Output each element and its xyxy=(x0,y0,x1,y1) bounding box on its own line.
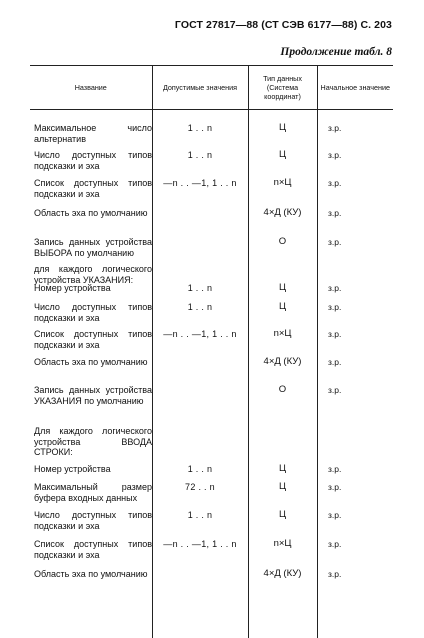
row-data-type: Ц xyxy=(278,122,287,133)
column-header-initial-value: Начальное значение xyxy=(317,66,393,110)
row-allowed-values: 72 . . n xyxy=(185,482,215,492)
row-data-type: О xyxy=(278,236,287,247)
row-initial-value: з.р. xyxy=(328,208,342,218)
row-initial-value: з.р. xyxy=(328,510,342,520)
row-name: Число доступных типов подсказки и эха xyxy=(34,302,152,323)
table-continuation-label: Продолжение табл. 8 xyxy=(280,46,392,58)
row-initial-value: з.р. xyxy=(328,123,342,133)
row-name: для каждого логического устройства УКАЗАНИЯ: xyxy=(34,264,152,285)
table-header-row xyxy=(30,66,393,110)
row-name: Область эха по умолчанию xyxy=(34,208,148,218)
row-name: Число доступных типов подсказки и эха xyxy=(34,150,152,171)
row-name: Число доступных типов подсказки и эха xyxy=(34,510,152,531)
row-data-type: Ц xyxy=(278,149,287,160)
row-initial-value: з.р. xyxy=(328,178,342,188)
row-data-type: О xyxy=(278,384,287,395)
row-allowed-values: —n . . —1, 1 . . n xyxy=(163,539,237,549)
row-name: Список доступных типов подсказки и эха xyxy=(34,539,152,560)
column-header-data-type: Тип данных (Система координат) xyxy=(248,66,317,110)
row-name: Номер устройства xyxy=(34,464,111,474)
row-allowed-values: 1 . . n xyxy=(187,123,213,133)
row-data-type: n×Ц xyxy=(273,328,292,339)
row-allowed-values: 1 . . n xyxy=(187,302,213,312)
column-header-name: Название xyxy=(30,66,152,110)
row-initial-value: з.р. xyxy=(328,569,342,579)
row-initial-value: з.р. xyxy=(328,464,342,474)
row-allowed-values: —n . . —1, 1 . . n xyxy=(163,329,237,339)
row-data-type: Ц xyxy=(278,481,287,492)
row-initial-value: з.р. xyxy=(328,302,342,312)
column-header-allowed-values: Допустимые значения xyxy=(152,66,248,110)
row-name: Максимальное число альтернатив xyxy=(34,123,152,144)
row-data-type: Ц xyxy=(278,463,287,474)
row-initial-value: з.р. xyxy=(328,150,342,160)
row-name: Запись данных устройства ВЫБОРА по умолчанию xyxy=(34,237,152,258)
row-name: Область эха по умолчанию xyxy=(34,357,148,367)
row-allowed-values: 1 . . n xyxy=(187,283,213,293)
table-body xyxy=(30,110,393,638)
row-data-type: 4×Д (КУ) xyxy=(263,207,302,218)
row-initial-value: з.р. xyxy=(328,283,342,293)
row-allowed-values: 1 . . n xyxy=(187,510,213,520)
row-name: Номер устройства xyxy=(34,283,111,293)
row-initial-value: з.р. xyxy=(328,357,342,367)
row-data-type: 4×Д (КУ) xyxy=(263,568,302,579)
row-name: Максимальный размер буфера входных данных xyxy=(34,482,152,503)
row-data-type: n×Ц xyxy=(273,538,292,549)
row-data-type: n×Ц xyxy=(273,177,292,188)
row-name: Запись данных устройства УКАЗАНИЯ по умолчанию xyxy=(34,385,152,406)
row-data-type: Ц xyxy=(278,282,287,293)
row-initial-value: з.р. xyxy=(328,237,342,247)
row-initial-value: з.р. xyxy=(328,539,342,549)
row-data-type: 4×Д (КУ) xyxy=(263,356,302,367)
row-allowed-values: 1 . . n xyxy=(187,464,213,474)
row-data-type: Ц xyxy=(278,509,287,520)
row-name: Для каждого логического устройства ВВОДА СТРОКИ: xyxy=(34,426,152,457)
data-table xyxy=(30,65,393,638)
page-header: ГОСТ 27817—88 (СТ СЭВ 6177—88) С. 203 xyxy=(174,19,392,31)
row-allowed-values: —n . . —1, 1 . . n xyxy=(163,178,237,188)
row-initial-value: з.р. xyxy=(328,385,342,395)
row-allowed-values: 1 . . n xyxy=(187,150,213,160)
row-data-type: Ц xyxy=(278,301,287,312)
row-initial-value: з.р. xyxy=(328,329,342,339)
row-name: Область эха по умолчанию xyxy=(34,569,148,579)
row-name: Список доступных типов подсказки и эха xyxy=(34,178,152,199)
row-initial-value: з.р. xyxy=(328,482,342,492)
row-name: Список доступных типов подсказки и эха xyxy=(34,329,152,350)
